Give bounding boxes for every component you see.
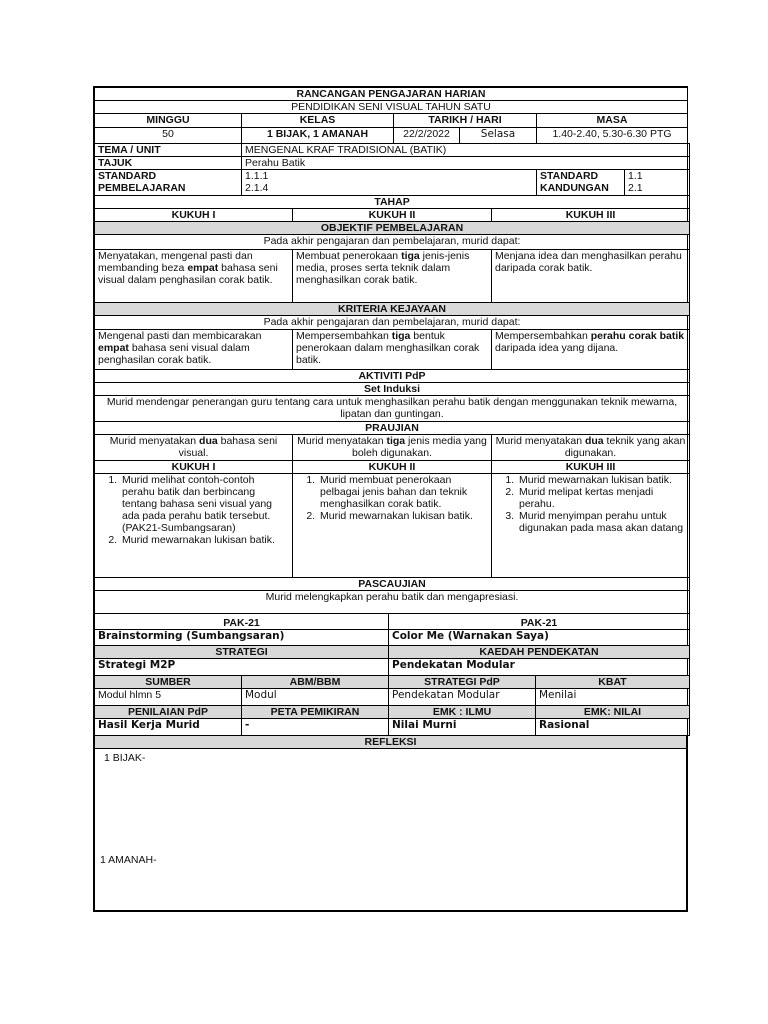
- tahap-kukuh-1: KUKUH I: [95, 209, 293, 222]
- reflection-table: [94, 735, 687, 911]
- tema-label: TEMA / UNIT: [95, 144, 242, 157]
- kaedah-label: KAEDAH PENDEKATAN: [389, 646, 690, 659]
- standard-pembelajaran-label: [95, 170, 242, 196]
- tajuk-label: TAJUK: [95, 157, 242, 170]
- sk-label-line2: KANDUNGAN: [540, 182, 609, 194]
- text-part: Murid menyatakan: [495, 435, 585, 447]
- emk-ilmu-value: Nilai Murni: [389, 719, 536, 736]
- kbat-value: Menilai: [536, 689, 690, 706]
- text-part: daripada idea yang dijana.: [495, 342, 619, 354]
- text-part: bentuk penerokaan dalam menghasilkan corak batik.: [296, 330, 480, 366]
- kriteria-intro: Pada akhir pengajaran dan pembelajaran, murid dapat:: [95, 316, 690, 330]
- text-part: Membuat penerokaan: [296, 250, 402, 262]
- kriteria-kukuh-1: [95, 330, 293, 370]
- peta-pemikiran-label: PETA PEMIKIRAN: [242, 706, 389, 719]
- penilaian-value: Hasil Kerja Murid: [95, 719, 242, 736]
- tahap-kukuh-3: KUKUH III: [492, 209, 690, 222]
- aktiviti-kukuh-3-list: [492, 474, 690, 578]
- minggu-value: 50: [95, 128, 242, 144]
- emk-nilai-value: Rasional: [536, 719, 690, 736]
- objektif-heading: OBJEKTIF PEMBELAJARAN: [95, 222, 690, 235]
- text-part: Mempersembahkan: [495, 330, 591, 342]
- kriteria-kukuh-3: [492, 330, 690, 370]
- kbat-label: KBAT: [536, 676, 690, 689]
- strategi-label: STRATEGI: [95, 646, 389, 659]
- sp-value-2: 2.1.4: [245, 182, 269, 194]
- sk-value-2: 2.1: [628, 182, 643, 194]
- pascaujian-text: Murid melengkapkan perahu batik dan mengapresiasi.: [95, 591, 690, 614]
- objectives-table: [94, 195, 690, 370]
- strategi-pdp-value: Pendekatan Modular: [389, 689, 536, 706]
- subject-title: PENDIDIKAN SENI VISUAL TAHUN SATU: [95, 101, 688, 114]
- masa-label: MASA: [537, 114, 688, 128]
- text-part: teknik yang akan digunakan.: [564, 435, 686, 459]
- standard-kandungan-value: [625, 170, 690, 196]
- minggu-label: MINGGU: [95, 114, 242, 128]
- praujian-kukuh-2: [293, 435, 492, 461]
- text-part: Mempersembahkan: [296, 330, 392, 342]
- list-item: 1. Murid melihat contoh-contoh perahu batik dan berbincang tentang bahasa seni visual yang ada pada perahu batik tersebut. (PAK21-Sumbangsaran): [120, 474, 289, 534]
- peta-pemikiran-value: -: [242, 719, 389, 736]
- pak21-label-2: PAK-21: [389, 614, 690, 630]
- tema-value: MENGENAL KRAF TRADISIONAL (BATIK): [242, 144, 690, 157]
- kaedah-value: Pendekatan Modular: [389, 659, 690, 676]
- list-item: 2. Murid mewarnakan lukisan batik.: [120, 534, 289, 546]
- text-part: Murid menyatakan: [297, 435, 387, 447]
- abm-label: ABM/BBM: [242, 676, 389, 689]
- text-part: Mengenal pasti dan membicarakan: [98, 330, 262, 342]
- emphasis: tiga: [386, 435, 406, 447]
- aktiviti-kukuh-2-list: [293, 474, 492, 578]
- refleksi-label: REFLEKSI: [95, 736, 687, 749]
- emphasis: dua: [199, 435, 218, 447]
- aktiviti-heading: AKTIVITI PdP: [95, 370, 690, 383]
- emphasis: tiga: [401, 250, 420, 262]
- kriteria-kukuh-2: [293, 330, 492, 370]
- text-part: bahasa seni visual.: [178, 435, 278, 459]
- document-title: RANCANGAN PENGAJARAN HARIAN: [95, 88, 688, 101]
- header-table: [94, 87, 688, 144]
- tahap-kukuh-2: KUKUH II: [293, 209, 492, 222]
- list-item: 3. Murid menyimpan perahu untuk digunakan pada masa akan datang: [517, 510, 686, 534]
- emphasis: perahu corak batik: [590, 330, 685, 342]
- sk-value-1: 1.1: [628, 170, 643, 182]
- praujian-kukuh-1: [95, 435, 293, 461]
- activities-table: [94, 369, 690, 614]
- pak21-value-2: Color Me (Warnakan Saya): [389, 630, 690, 646]
- sp-label-line1: STANDARD: [98, 170, 157, 182]
- tarikh-value: 22/2/2022: [394, 128, 460, 144]
- masa-value: 1.40-2.40, 5.30-6.30 PTG: [537, 128, 688, 144]
- emphasis: tiga: [391, 330, 411, 342]
- sp-label-line2: PEMBELAJARAN: [98, 182, 186, 194]
- list-item: 2. Murid melipat kertas menjadi perahu.: [517, 486, 686, 510]
- info-table: [94, 143, 690, 196]
- sp-value-1: 1.1.1: [245, 170, 269, 182]
- objektif-intro: Pada akhir pengajaran dan pembelajaran, murid dapat:: [95, 235, 690, 250]
- kelas-value: 1 BIJAK, 1 AMANAH: [242, 128, 394, 144]
- emphasis: empat: [187, 262, 219, 274]
- objektif-kukuh-1: [95, 250, 293, 303]
- aktiviti-kukuh-2-label: KUKUH II: [293, 461, 492, 474]
- sk-label-line1: STANDARD: [540, 170, 599, 182]
- text-part: jenis-jenis media, proses serta teknik dalam menghasilkan corak batik.: [296, 250, 470, 286]
- pak21-label-1: PAK-21: [95, 614, 389, 630]
- praujian-kukuh-3: [492, 435, 690, 461]
- aktiviti-kukuh-1-list: [95, 474, 293, 578]
- text-part: bahasa seni visual dalam penghasilan corak batik.: [98, 262, 278, 286]
- aktiviti-kukuh-1-label: KUKUH I: [95, 461, 293, 474]
- text-part: bahasa seni visual dalam penghasilan corak batik.: [98, 342, 250, 366]
- emk-nilai-label: EMK: NILAI: [536, 706, 690, 719]
- resources-table: [94, 675, 690, 736]
- set-induksi-text: Murid mendengar penerangan guru tentang cara untuk menghasilkan perahu batik dengan menggunakan teknik mewarna, lipatan dan guntingan.: [95, 396, 690, 422]
- sumber-value: Modul hlmn 5: [95, 689, 242, 706]
- hari-value: Selasa: [460, 128, 537, 144]
- tarikh-label: TARIKH / HARI: [394, 114, 537, 128]
- emk-ilmu-label: EMK : ILMU: [389, 706, 536, 719]
- pak21-value-1: Brainstorming (Sumbangsaran): [95, 630, 389, 646]
- strategi-pdp-label: STRATEGI PdP: [389, 676, 536, 689]
- set-induksi-label: Set Induksi: [95, 383, 690, 396]
- text-part: jenis media yang boleh digunakan.: [352, 435, 487, 459]
- objektif-kukuh-3: Menjana idea dan menghasilkan perahu daripada corak batik.: [492, 250, 690, 303]
- list-item: 1. Murid mewarnakan lukisan batik.: [517, 474, 686, 486]
- objektif-kukuh-2: [293, 250, 492, 303]
- refleksi-body: [95, 749, 687, 911]
- praujian-label: PRAUJIAN: [95, 422, 690, 435]
- tahap-heading: TAHAP: [95, 196, 690, 209]
- strategi-value: Strategi M2P: [95, 659, 389, 676]
- standard-pembelajaran-value: [242, 170, 537, 196]
- pascaujian-label: PASCAUJIAN: [95, 578, 690, 591]
- lesson-plan-document: [93, 86, 688, 912]
- kriteria-heading: KRITERIA KEJAYAAN: [95, 303, 690, 316]
- list-item: 1. Murid membuat penerokaan pelbagai jenis bahan dan teknik menghasilkan corak batik.: [318, 474, 488, 510]
- aktiviti-kukuh-3-label: KUKUH III: [492, 461, 690, 474]
- text-part: Murid menyatakan: [109, 435, 200, 447]
- penilaian-label: PENILAIAN PdP: [95, 706, 242, 719]
- sumber-label: SUMBER: [95, 676, 242, 689]
- list-item: 2. Murid mewarnakan lukisan batik.: [318, 510, 488, 522]
- emphasis: empat: [98, 342, 129, 354]
- pak21-table: [94, 613, 690, 676]
- refleksi-bijak: 1 BIJAK-: [104, 752, 146, 764]
- text-part: Menyatakan, mengenal pasti dan membanding beza: [98, 250, 253, 274]
- tajuk-value: Perahu Batik: [242, 157, 690, 170]
- emphasis: dua: [584, 435, 604, 447]
- refleksi-amanah: 1 AMANAH-: [100, 854, 157, 866]
- standard-kandungan-label: [537, 170, 625, 196]
- abm-value: Modul: [242, 689, 389, 706]
- kelas-label: KELAS: [242, 114, 394, 128]
